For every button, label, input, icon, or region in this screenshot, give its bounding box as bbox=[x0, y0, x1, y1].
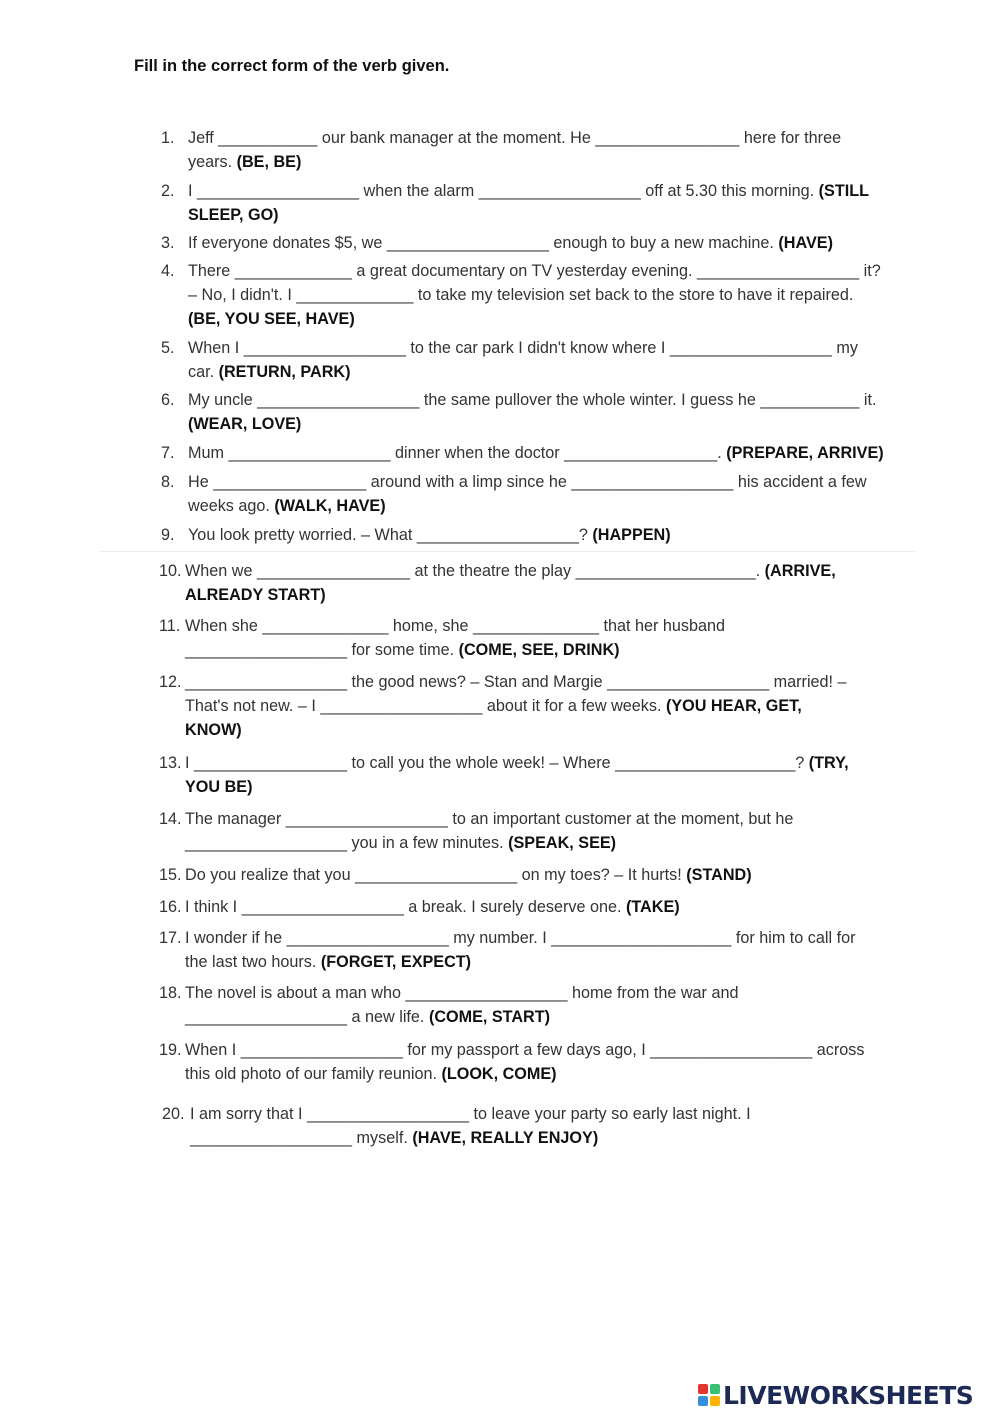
question-text: The novel is about a man who __________________ home from the war and __________________ a new life. bbox=[185, 984, 739, 1026]
verb-hint: (FORGET, EXPECT) bbox=[320, 953, 472, 971]
verb-hint: (HAVE) bbox=[778, 234, 833, 252]
logo-square-green bbox=[710, 1384, 720, 1394]
question-text-block bbox=[185, 751, 850, 799]
question-item bbox=[159, 559, 890, 607]
question-item bbox=[161, 336, 888, 384]
question-item bbox=[161, 259, 888, 331]
logo-text: LIVEWORKSHEETS bbox=[723, 1380, 974, 1410]
question-text: When she ______________ home, she ______________ that her husband __________________ for some time. bbox=[185, 617, 726, 659]
question-text: When I __________________ to the car park I didn't know where I __________________ my car. bbox=[188, 339, 858, 381]
question-number: 13. bbox=[159, 754, 182, 772]
verb-hint: (RETURN, PARK) bbox=[218, 363, 351, 381]
question-number: 7. bbox=[161, 444, 175, 462]
question-item bbox=[159, 1038, 875, 1086]
question-text: My uncle __________________ the same pullover the whole winter. I guess he ___________ it. bbox=[188, 391, 877, 409]
question-number: 2. bbox=[161, 182, 175, 200]
verb-hint: (YOU HEAR, GET, KNOW) bbox=[185, 697, 802, 739]
question-text-block bbox=[188, 441, 894, 465]
question-number: 8. bbox=[161, 473, 175, 491]
logo-square-red bbox=[698, 1384, 708, 1394]
question-number: 12. bbox=[159, 673, 182, 691]
verb-hint: (LOOK, COME) bbox=[441, 1065, 557, 1083]
question-text: Do you realize that you __________________ on my toes? – It hurts! bbox=[185, 866, 687, 884]
question-item bbox=[159, 751, 850, 799]
question-item bbox=[159, 807, 845, 855]
question-text: He _________________ around with a limp since he __________________ his accident a few weeks ago. bbox=[188, 473, 867, 515]
question-item bbox=[159, 863, 845, 887]
question-text-block bbox=[188, 523, 888, 547]
question-text-block bbox=[185, 895, 845, 919]
question-text: Mum __________________ dinner when the doctor _________________. bbox=[188, 444, 727, 462]
verb-hint: (TRY, YOU BE) bbox=[185, 754, 849, 796]
question-text: I think I __________________ a break. I surely deserve one. bbox=[185, 898, 626, 916]
verb-hint: (WEAR, LOVE) bbox=[188, 415, 302, 433]
verb-hint: (STAND) bbox=[686, 866, 752, 884]
question-text: You look pretty worried. – What __________________? bbox=[188, 526, 593, 544]
question-text: When we _________________ at the theatre the play ____________________. bbox=[185, 562, 765, 580]
question-text-block bbox=[188, 231, 888, 255]
question-text-block bbox=[188, 388, 888, 436]
question-text-block bbox=[185, 981, 785, 1029]
question-text-block bbox=[188, 336, 888, 384]
question-number: 5. bbox=[161, 339, 175, 357]
question-number: 1. bbox=[161, 129, 175, 147]
question-number: 4. bbox=[161, 262, 175, 280]
question-text-block bbox=[188, 179, 888, 227]
question-number: 9. bbox=[161, 526, 175, 544]
question-text-block bbox=[190, 1102, 810, 1150]
question-text: Jeff ___________ our bank manager at the moment. He ________________ here for three years. bbox=[188, 129, 842, 171]
question-text-block bbox=[185, 1038, 875, 1086]
question-text: There _____________ a great documentary on TV yesterday evening. __________________ it? – No, I didn't. I _____________ to take my television set back to the store to have it repaired. bbox=[188, 262, 881, 304]
question-text: I _________________ to call you the whole week! – Where ____________________? bbox=[185, 754, 809, 772]
question-text-block bbox=[185, 559, 890, 607]
question-text-block bbox=[185, 807, 845, 855]
question-text-block bbox=[185, 670, 850, 742]
question-number: 11. bbox=[159, 617, 181, 635]
question-text-block bbox=[188, 470, 888, 518]
question-text: If everyone donates $5, we __________________ enough to buy a new machine. bbox=[188, 234, 779, 252]
verb-hint: (COME, START) bbox=[428, 1008, 551, 1026]
question-text-block bbox=[185, 926, 875, 974]
question-number: 3. bbox=[161, 234, 175, 252]
question-number: 15. bbox=[159, 866, 182, 884]
question-item bbox=[161, 470, 888, 518]
verb-hint: (COME, SEE, DRINK) bbox=[458, 641, 620, 659]
question-item bbox=[162, 1102, 810, 1150]
verb-hint: (STILL SLEEP, GO) bbox=[188, 182, 869, 224]
question-number: 20. bbox=[162, 1105, 185, 1123]
question-text: I __________________ when the alarm __________________ off at 5.30 this morning. bbox=[188, 182, 819, 200]
verb-hint: (BE, YOU SEE, HAVE) bbox=[188, 310, 355, 328]
question-number: 14. bbox=[159, 810, 182, 828]
question-text: The manager __________________ to an important customer at the moment, but he __________________ you in a few minutes. bbox=[185, 810, 794, 852]
question-item bbox=[161, 126, 888, 174]
worksheet-title: Fill in the correct form of the verb given. bbox=[134, 57, 450, 75]
question-item bbox=[161, 231, 888, 255]
question-text: When I __________________ for my passport a few days ago, I __________________ across this old photo of our family reunion. bbox=[185, 1041, 865, 1083]
question-number: 19. bbox=[159, 1041, 182, 1059]
question-item bbox=[161, 441, 894, 465]
question-item bbox=[161, 523, 888, 547]
question-item bbox=[159, 614, 745, 662]
question-text-block bbox=[188, 126, 888, 174]
verb-hint: (ARRIVE, ALREADY START) bbox=[185, 562, 836, 604]
question-text: I wonder if he __________________ my number. I ____________________ for him to call for the last two hours. bbox=[185, 929, 856, 971]
question-item bbox=[159, 926, 875, 974]
question-item bbox=[159, 981, 785, 1029]
question-text: I am sorry that I __________________ to leave your party so early last night. I __________________ myself. bbox=[190, 1105, 751, 1147]
verb-hint: (TAKE) bbox=[625, 898, 680, 916]
question-item bbox=[161, 388, 888, 436]
question-number: 18. bbox=[159, 984, 182, 1002]
liveworksheets-logo bbox=[698, 1378, 973, 1412]
question-number: 16. bbox=[159, 898, 182, 916]
question-number: 6. bbox=[161, 391, 175, 409]
question-item bbox=[159, 895, 845, 919]
verb-hint: (WALK, HAVE) bbox=[274, 497, 386, 515]
verb-hint: (BE, BE) bbox=[236, 153, 302, 171]
verb-hint: (HAVE, REALLY ENJOY) bbox=[412, 1129, 599, 1147]
question-text-block bbox=[185, 614, 745, 662]
page-divider bbox=[100, 551, 915, 552]
question-item bbox=[159, 670, 850, 742]
question-number: 17. bbox=[159, 929, 182, 947]
question-item bbox=[161, 179, 888, 227]
verb-hint: (SPEAK, SEE) bbox=[508, 834, 617, 852]
verb-hint: (HAPPEN) bbox=[592, 526, 671, 544]
question-text: __________________ the good news? – Stan and Margie __________________ married! – That's not new. – I __________________ about it for a few weeks. bbox=[185, 673, 847, 715]
logo-square-blue bbox=[698, 1396, 708, 1406]
logo-square-yellow bbox=[710, 1396, 720, 1406]
question-text-block bbox=[188, 259, 888, 331]
liveworksheets-logo-icon bbox=[698, 1384, 720, 1406]
verb-hint: (PREPARE, ARRIVE) bbox=[726, 444, 884, 462]
question-text-block bbox=[185, 863, 845, 887]
question-number: 10. bbox=[159, 562, 182, 580]
